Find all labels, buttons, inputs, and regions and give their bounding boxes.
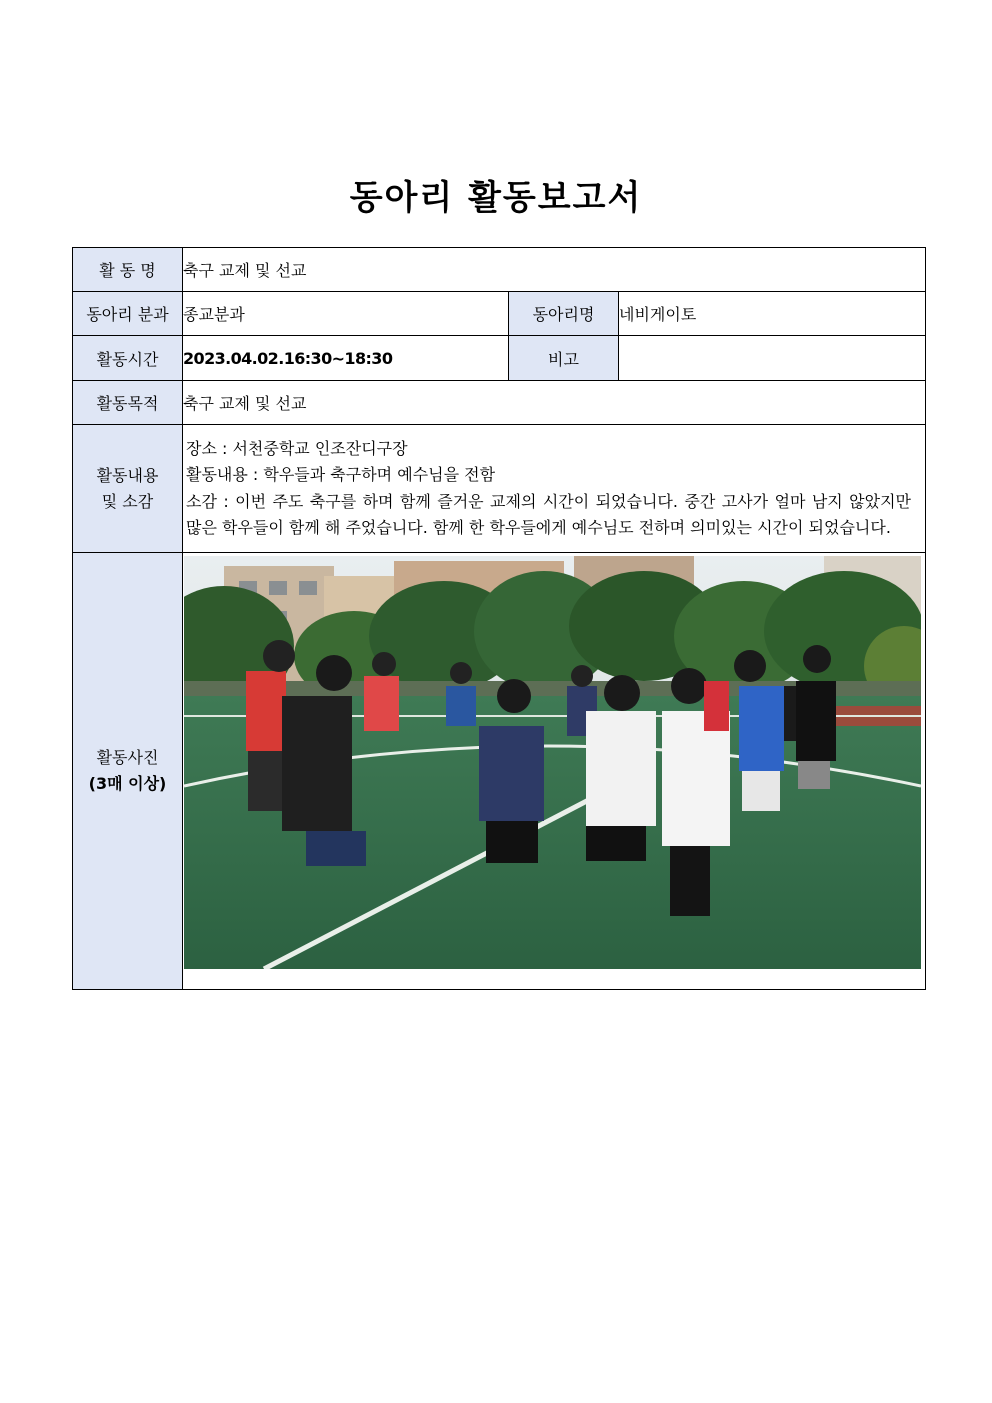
activity-content-label	[73, 425, 183, 553]
activity-photos-label-line1: 활동사진	[96, 748, 159, 767]
activity-purpose-value: 축구 교제 및 선교	[183, 381, 926, 425]
club-name-value: 네비게이토	[619, 292, 926, 336]
activity-name-value: 축구 교제 및 선교	[183, 248, 926, 292]
row-content	[73, 425, 926, 553]
row-activity-name	[73, 248, 926, 292]
activity-purpose-label: 활동목적	[73, 381, 183, 425]
page-title: 동아리 활동보고서	[349, 178, 643, 218]
remarks-value	[619, 336, 926, 381]
activity-content-value	[183, 425, 926, 553]
activity-time-label: 활동시간	[73, 336, 183, 381]
activity-content-label-line2: 및 소감	[101, 491, 154, 511]
row-purpose	[73, 381, 926, 425]
activity-photo-cell	[183, 553, 926, 990]
content-details: 활동내용 : 학우들과 축구하며 예수님을 전함	[186, 465, 496, 484]
row-photos	[73, 553, 926, 990]
content-impression: 소감 : 이번 주도 축구를 하며 함께 즐거운 교제의 시간이 되었습니다. 중간 고사가 얼마 남지 않았지만 많은 학우들이 함께 해 주었습니다. 함께 한 학우들에게 예수님도 전하며 의미있는 시간이 되었습니다.	[186, 491, 911, 537]
content-place: 장소 : 서천중학교 인조잔디구장	[186, 438, 408, 458]
row-club	[73, 292, 926, 336]
remarks-label: 비고	[509, 336, 619, 381]
activity-photos-label-line2: (3매 이상)	[88, 774, 167, 793]
report-table	[72, 247, 926, 990]
activity-photos-label	[73, 553, 183, 990]
club-division-label: 동아리 분과	[73, 292, 183, 336]
activity-time-value: 2023.04.02.16:30~18:30	[183, 336, 509, 381]
activity-name-label: 활 동 명	[73, 248, 183, 292]
row-time	[73, 336, 926, 381]
activity-photo	[184, 556, 921, 969]
activity-content-label-line1: 활동내용	[96, 465, 159, 485]
club-name-label: 동아리명	[509, 292, 619, 336]
club-division-value: 종교분과	[183, 292, 509, 336]
